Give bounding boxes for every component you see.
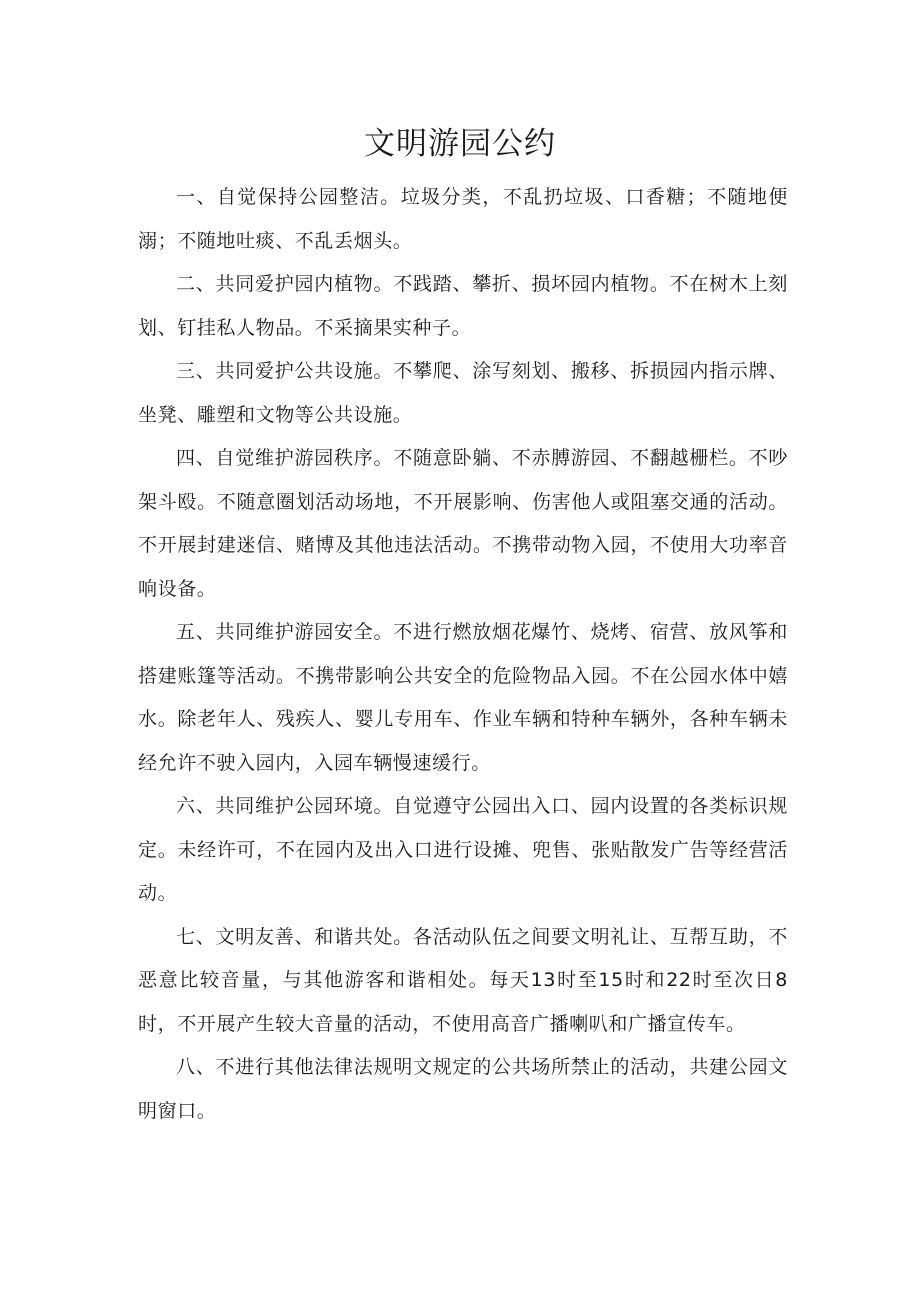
clause-3: 三、共同爱护公共设施。不攀爬、涂写刻划、搬移、拆损园内指示牌、坐凳、雕塑和文物等公共设施。 <box>138 360 788 426</box>
document-title: 文明游园公约 <box>364 126 556 162</box>
clause-8: 八、不进行其他法律法规明文规定的公共场所禁止的活动，共建公园文明窗口。 <box>138 1056 788 1122</box>
clause-2: 二、共同爱护园内植物。不践踏、攀折、损坏园内植物。不在树木上刻划、钉挂私人物品。不采摘果实种子。 <box>138 273 788 339</box>
clause-1: 一、自觉保持公园整洁。垃圾分类，不乱扔垃圾、口香糖；不随地便溺；不随地吐痰、不乱丢烟头。 <box>138 186 788 252</box>
clause-6: 六、共同维护公园环境。自觉遵守公园出入口、园内设置的各类标识规定。未经许可，不在园内及出入口进行设摊、兜售、张贴散发广告等经营活动。 <box>138 795 788 904</box>
document-body <box>138 176 788 1133</box>
clause-4: 四、自觉维护游园秩序。不随意卧躺、不赤膊游园、不翻越栅栏。不吵架斗殴。不随意圈划活动场地，不开展影响、伤害他人或阻塞交通的活动。不开展封建迷信、赌博及其他违法活动。不携带动物入园，不使用大功率音响设备。 <box>138 447 788 600</box>
clause-5: 五、共同维护游园安全。不进行燃放烟花爆竹、烧烤、宿营、放风筝和搭建账篷等活动。不携带影响公共安全的危险物品入园。不在公园水体中嬉水。除老年人、残疾人、婴儿专用车、作业车辆和特种车辆外，各种车辆未经允许不驶入园内，入园车辆慢速缓行。 <box>138 621 788 774</box>
clause-7: 七、文明友善、和谐共处。各活动队伍之间要文明礼让、互帮互助，不恶意比较音量，与其他游客和谐相处。每天13时至15时和22时至次日8时，不开展产生较大音量的活动，不使用高音广播喇叭和广播宣传车。 <box>138 925 788 1035</box>
